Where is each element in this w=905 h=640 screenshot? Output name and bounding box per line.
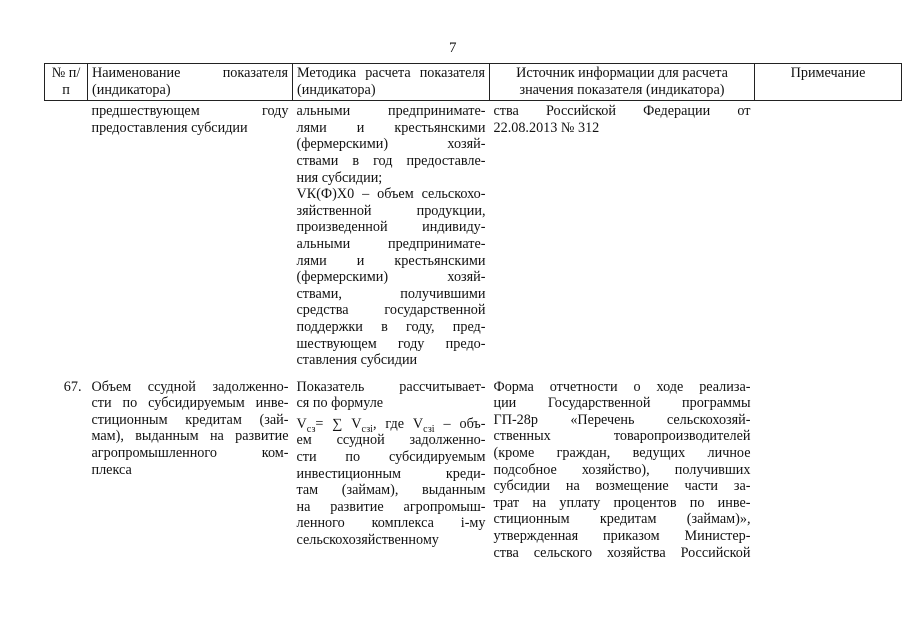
text-line: лями и крестьянскими [296, 119, 486, 136]
text-line: ствами в год предоставле- [296, 152, 486, 169]
text-line: альными предпринимате- [296, 235, 486, 252]
text-line: сти по субсидируемым инве- [91, 395, 289, 412]
text-line: произведенной индивиду- [296, 219, 486, 236]
text-line: (кроме граждан, ведущих личное [493, 445, 751, 462]
formula-subscript: сз [306, 423, 316, 435]
text-line: Форма отчетности о ходе реализа- [493, 378, 751, 395]
text-line: ленного комплекса i-му [296, 515, 486, 532]
text-line: стиционным кредитам (займам)», [493, 511, 751, 528]
text-line: VК(Ф)Х0 – объем сельскохо- [296, 186, 486, 203]
cell-note [755, 101, 902, 369]
text-line: Объем ссудной задолженно- [91, 378, 289, 395]
text-line: трат на уплату процентов по инве- [493, 494, 751, 511]
text-line: лями и крестьянскими [296, 252, 486, 269]
indicator-table [44, 63, 902, 561]
text-line: утвержденная приказом Министер- [493, 528, 751, 545]
text-line: (фермерскими) хозяй- [296, 136, 486, 153]
text-line: ГП-28р «Перечень сельскохозяй- [493, 411, 751, 428]
formula-symbol: V [296, 415, 307, 432]
text-line: сельскохозяйственному [296, 532, 439, 549]
text-line: ции Государственной программы [493, 395, 751, 412]
text-line: предоставления субсидии [91, 119, 248, 136]
header-note: Примечание [755, 64, 902, 101]
cell-information-source [490, 369, 755, 562]
cell-indicator-name [88, 101, 293, 369]
text-line: альными предпринимате- [296, 103, 486, 120]
formula-text: , где V [372, 415, 424, 432]
text-line: субсидии на возмещение части за- [493, 478, 751, 495]
text-line: ства сельского хозяйства Российской [493, 544, 751, 561]
text-line: стиционным кредитам (зай- [91, 411, 289, 428]
table-row-continuation [45, 101, 902, 369]
formula-subscript: сзi [361, 423, 373, 435]
text-line: ства Российской Федерации от [493, 103, 751, 120]
text-line: ся по формуле [296, 395, 384, 412]
page-number: 7 [449, 40, 457, 56]
cell-calculation-method [293, 369, 490, 562]
text-line: ственных товаропроизводителей [493, 428, 751, 445]
text-line: ем ссудной задолженно- [296, 432, 486, 449]
text-line: ствами, получившими [296, 285, 486, 302]
text-line: зяйственной продукции, [296, 202, 486, 219]
text-line: агропромышленного ком- [91, 445, 289, 462]
cell-calculation-method [293, 101, 490, 369]
header-information-source: Источник информации для расчета значения показателя (индикатора) [490, 64, 755, 101]
text-line: инвестиционным креди- [296, 465, 486, 482]
text-line: на развитие агропромыш- [296, 498, 486, 515]
formula-text: = ∑ V [315, 415, 362, 432]
text-line: средства государственной [296, 302, 486, 319]
text-line: там (займам), выданным [296, 482, 486, 499]
formula-subscript: сзi [423, 423, 435, 435]
text-line: Показатель рассчитывает- [296, 378, 486, 395]
cell-note [755, 369, 902, 562]
header-number: № п/п [45, 64, 88, 101]
text-line: мам), выданным на развитие [91, 428, 289, 445]
text-line: шествующем году предо- [296, 335, 486, 352]
text-line: (фермерскими) хозяй- [296, 269, 486, 286]
text-line: предшествующем году [91, 103, 289, 120]
cell-indicator-name [88, 369, 293, 562]
table-header-row [45, 64, 902, 101]
text-line: подсобное хозяйство), получивших [493, 461, 751, 478]
cell-information-source [490, 101, 755, 369]
text-line: ставления субсидии [296, 352, 418, 369]
text-line: плекса [91, 461, 132, 478]
text-line: 22.08.2013 № 312 [493, 119, 600, 136]
text-line: ния субсидии; [296, 169, 383, 186]
text-line: сти по субсидируемым [296, 449, 486, 466]
cell-number: 67. [63, 378, 82, 395]
formula-text: – объ- [434, 415, 486, 432]
table-row-67 [45, 369, 902, 562]
text-line: поддержки в году, пред- [296, 318, 486, 335]
header-indicator-name: Наименование показателя (индикатора) [88, 64, 293, 101]
formula [297, 416, 486, 433]
header-calculation-method: Методика расчета показателя (индикатора) [293, 64, 490, 101]
cell-number [45, 101, 88, 369]
